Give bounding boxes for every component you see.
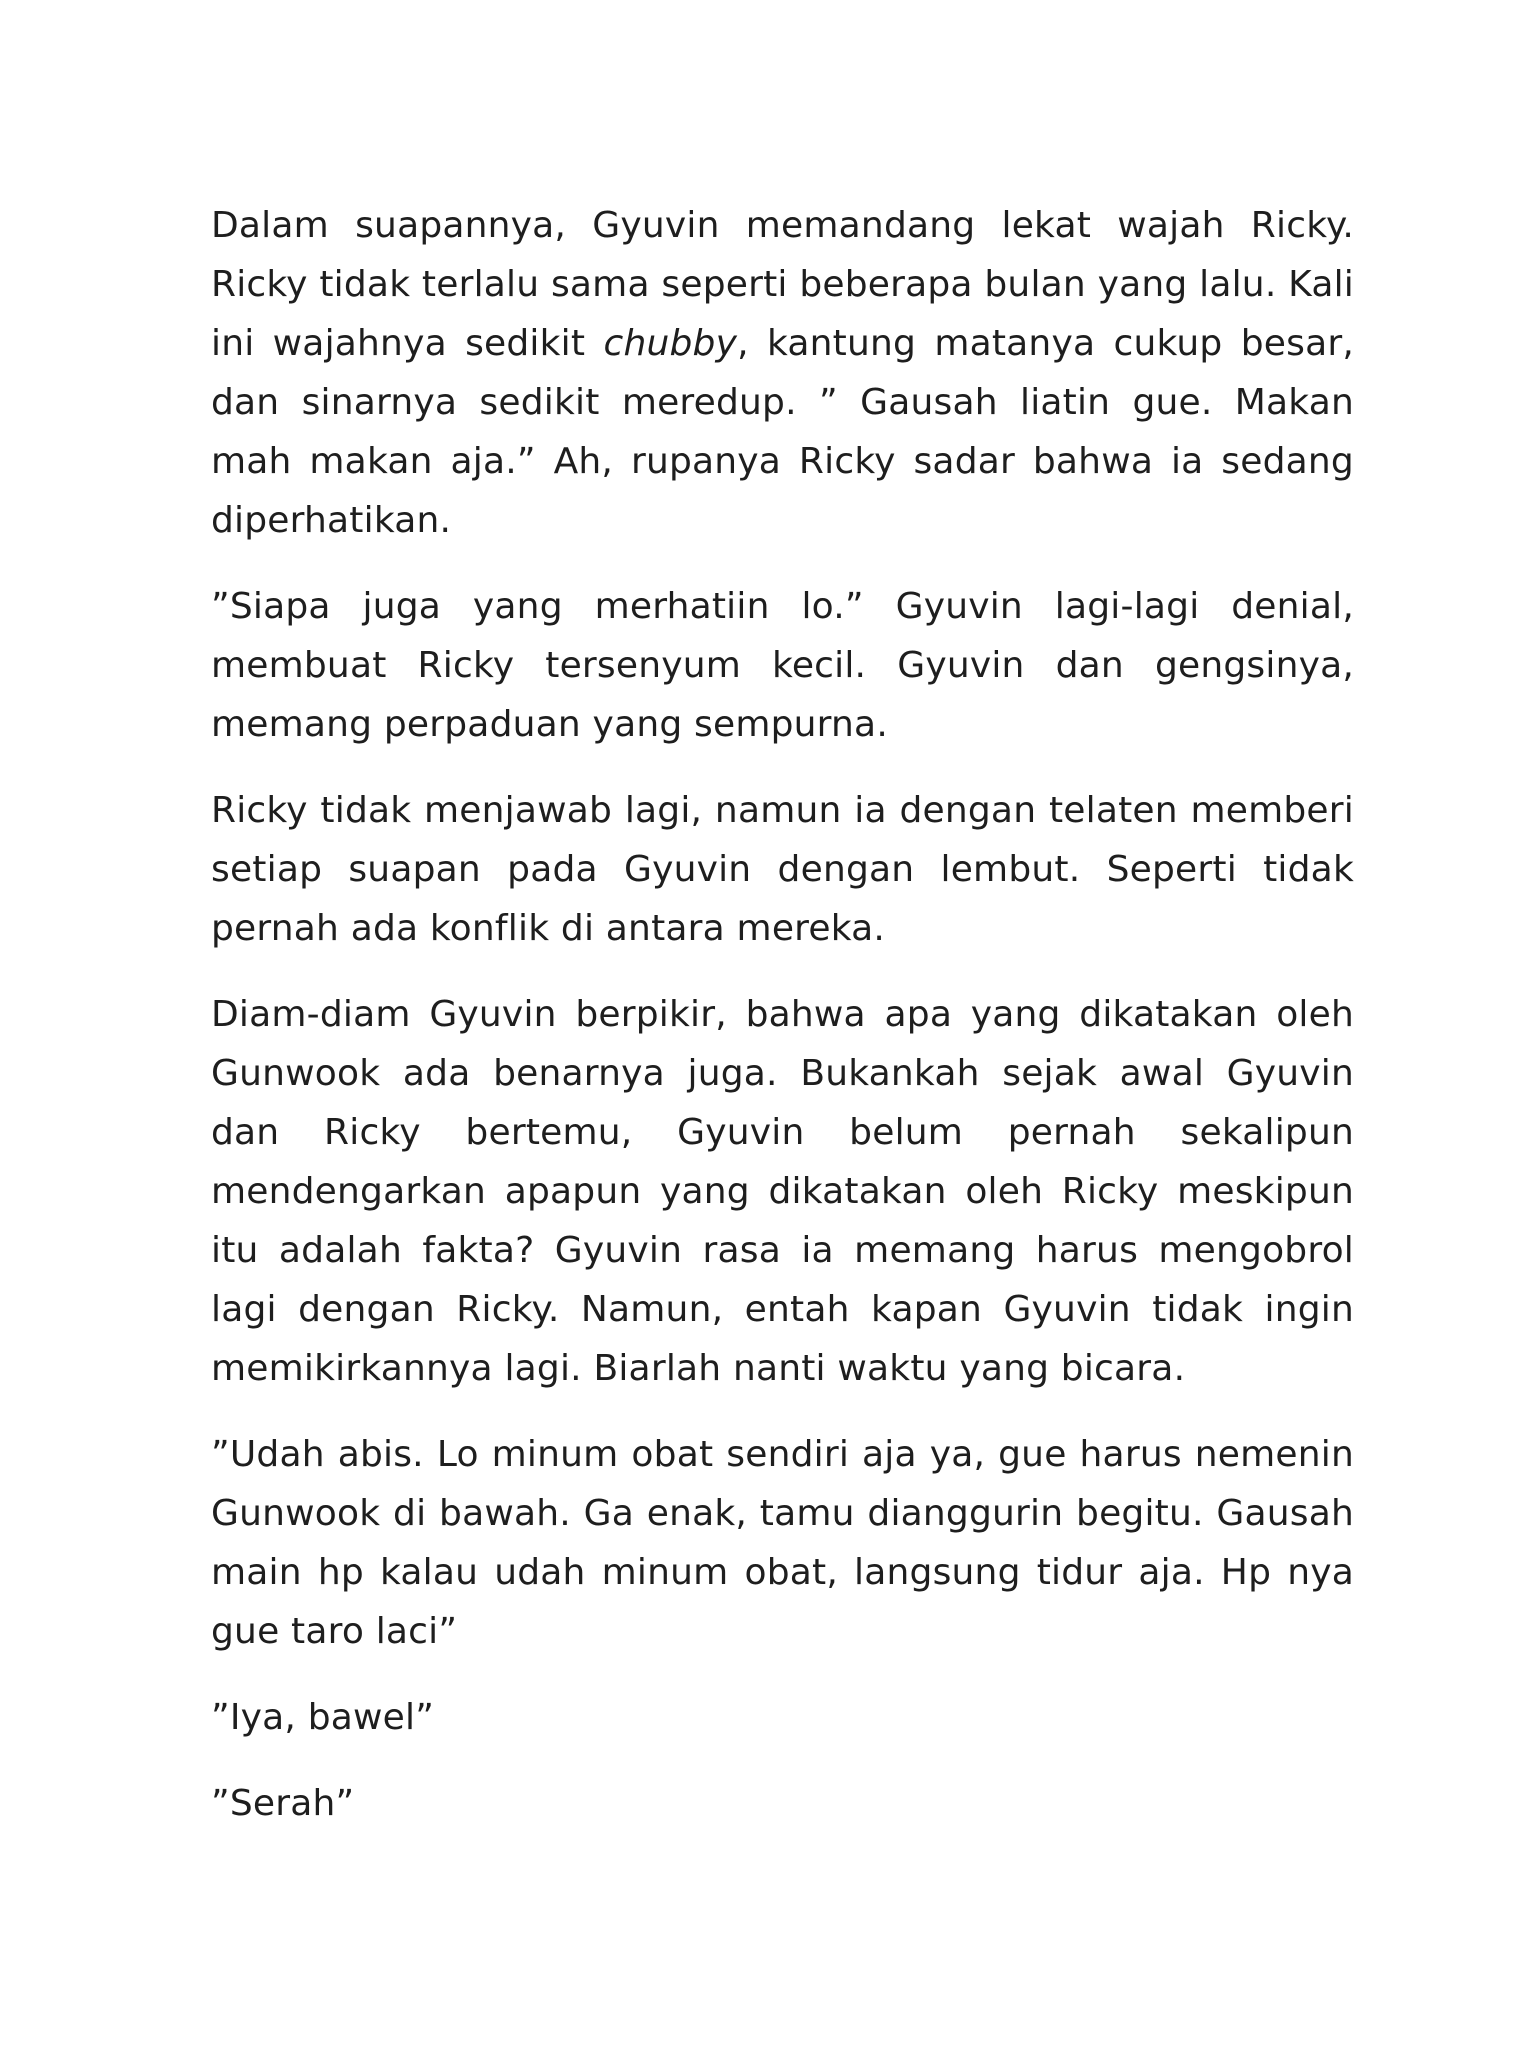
paragraph-5: ”Udah abis. Lo minum obat sendiri aja ya, gue harus nemenin Gunwook di bawah. Ga enak, tamu dianggurin begitu. Gausah main hp kalau udah minum obat, langsung tidur aja. Hp nya gue taro laci” (211, 1434, 1354, 1652)
story-text (211, 196, 1354, 1833)
italic-word-chubby: chubby (603, 323, 738, 364)
paragraph-7: ”Serah” (211, 1783, 355, 1824)
paragraph-6: ”Iya, bawel” (211, 1697, 435, 1738)
paragraph-1-text-start: Dalam suapannya, Gyuvin memandang lekat wajah Ricky. Ricky tidak terlalu sama seperti beberapa bulan yang lalu. Kali ini wajahnya sedikit (211, 205, 1354, 364)
paragraph-1-text-end: , kantung matanya cukup besar, dan sinarnya sedikit meredup. ” Gausah liatin gue. Makan mah makan aja.” Ah, rupanya Ricky sadar bahwa ia sedang diperhatikan. (211, 323, 1354, 541)
paragraph-2: ”Siapa juga yang merhatiin lo.” Gyuvin lagi-lagi denial, membuat Ricky tersenyum kecil. Gyuvin dan gengsinya, memang perpaduan yang sempurna. (211, 586, 1354, 745)
paragraph-3: Ricky tidak menjawab lagi, namun ia dengan telaten memberi setiap suapan pada Gyuvin dengan lembut. Seperti tidak pernah ada konflik di antara mereka. (211, 790, 1354, 949)
paragraph-4: Diam-diam Gyuvin berpikir, bahwa apa yang dikatakan oleh Gunwook ada benarnya juga. Bukankah sejak awal Gyuvin dan Ricky bertemu, Gyuvin belum pernah sekalipun mendengarkan apapun yang dikatakan oleh Ricky meskipun itu adalah fakta? Gyuvin rasa ia memang harus mengobrol lagi dengan Ricky. Namun, entah kapan Gyuvin tidak ingin memikirkannya lagi. Biarlah nanti waktu yang bicara. (211, 994, 1354, 1389)
paragraph-1 (211, 196, 1354, 550)
